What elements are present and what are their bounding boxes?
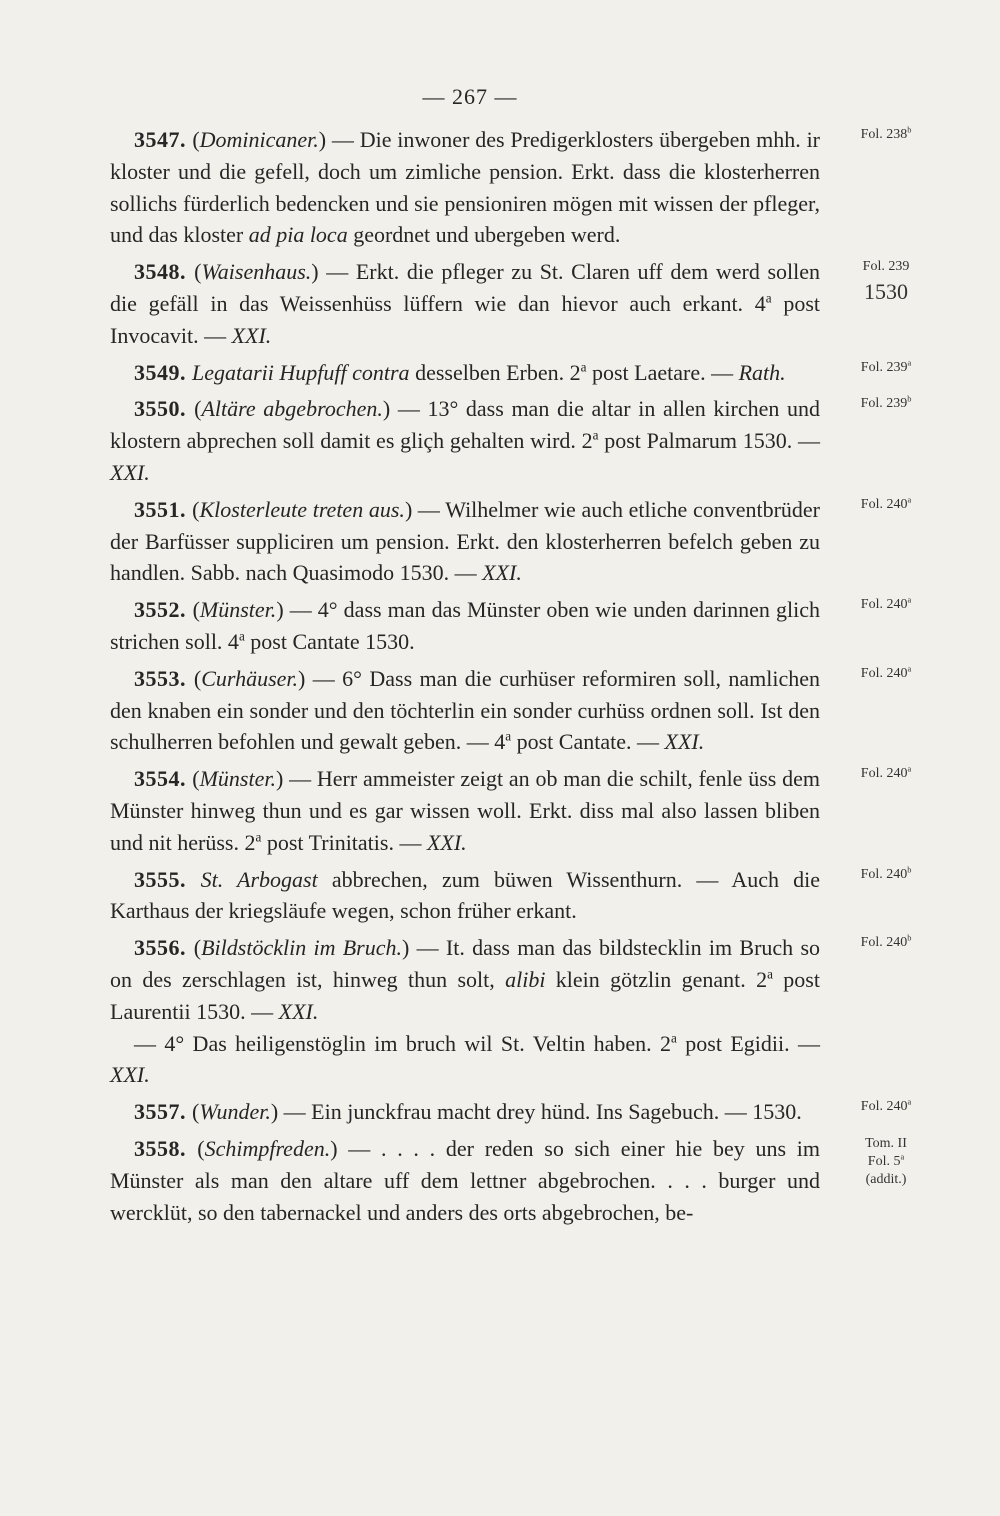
italic-text: XXI. xyxy=(110,459,150,485)
entry-number: 3552. xyxy=(134,597,193,623)
entry-number: 3550. xyxy=(134,396,195,422)
entry xyxy=(110,864,912,928)
text-run: ( xyxy=(192,597,200,623)
entry-text xyxy=(110,594,820,658)
entry-number: 3547. xyxy=(134,127,193,152)
entry xyxy=(110,256,910,351)
margin-reference: Tom. II Fol. 5$^a$ (addit.) xyxy=(865,1135,907,1187)
italic-text: XXI. xyxy=(426,829,467,855)
text-run: ( xyxy=(192,496,200,522)
entry-text xyxy=(110,1133,820,1228)
italic-text: XXI. xyxy=(278,998,319,1024)
entry-number: 3549. xyxy=(134,359,192,385)
text-run: ( xyxy=(197,1135,205,1161)
margin-reference: Fol. 239 1530 xyxy=(846,258,926,306)
italic-text: ad pia loca xyxy=(248,222,348,248)
margin-reference: Fol. 240$^b$ xyxy=(860,933,912,951)
italic-text: XXI. xyxy=(231,322,272,348)
italic-text: Dominicaner. xyxy=(199,127,319,152)
margin-reference: Fol. 239$^a$ xyxy=(860,357,912,375)
text-run: post Cantate 1530. xyxy=(244,628,415,654)
text-run: post Laurentii 1530. — xyxy=(110,966,820,1024)
text-run: ( xyxy=(192,1099,200,1125)
text-run: ) — 4° dass man das Münster oben wie unden darinnen glich strichen soll. 4 xyxy=(110,597,821,654)
text-run: ( xyxy=(194,396,202,422)
entry xyxy=(110,1133,907,1228)
entry-number: 3558. xyxy=(134,1135,198,1161)
entry-number: 3551. xyxy=(134,496,193,522)
italic-text: Waisenhaus. xyxy=(201,259,312,285)
text-run: ) — Wilhelmer wie auch etliche conventbrüder der Barfüsser suppliciren um pension. Erkt. den klosterherren befelch geben zu handlen. Sabb. nach Quasimodo 1530. — xyxy=(110,496,821,586)
entries-list xyxy=(110,124,912,1233)
text-run: desselben Erben. 2 xyxy=(409,359,581,385)
italic-text: Curhäuser. xyxy=(201,665,299,691)
entry xyxy=(110,663,912,758)
margin-reference: Fol. 240$^b$ xyxy=(860,864,912,882)
text-run: ) — It. dass man das bildstecklin im Bruch so on des zerschlagen ist, hinweg thun solt, xyxy=(110,935,821,992)
text-run: ) — . . . . der reden so sich einer hie bey uns im Münster als man den altare uff dem lettner abgebrochen. . . . burger und wercklüt, so den tabernackel und anders des orts abgebrochen, be- xyxy=(110,1135,821,1225)
entry-text xyxy=(110,124,820,251)
italic-text: XXI. xyxy=(110,1062,150,1088)
italic-text: Altäre abgebrochen. xyxy=(201,396,383,422)
italic-text: Klosterleute treten aus. xyxy=(199,496,405,522)
entry-number: 3553. xyxy=(134,665,194,691)
text-run: post Invocavit. — xyxy=(110,290,820,348)
entry xyxy=(110,357,912,389)
text-run: ) — Ein junckfrau macht drey hünd. Ins Sagebuch. — 1530. xyxy=(270,1099,802,1125)
margin-reference: Fol. 240$^a$ xyxy=(860,764,912,782)
text-run: post Palmarum 1530. — xyxy=(598,428,820,454)
text-run: ) — 13° dass man die altar in allen kirchen und klostern abprechen soll damit es gliçh gehalten wird. 2 xyxy=(110,396,820,454)
text-run: geordnet und ubergeben werd. xyxy=(347,222,621,248)
entry-text xyxy=(110,864,820,928)
margin-reference: Fol. 240$^a$ xyxy=(860,664,912,681)
entry xyxy=(110,494,912,589)
text-run: post Laetare. — xyxy=(586,359,739,385)
italic-text: XXI. xyxy=(482,560,522,586)
text-run: ( xyxy=(192,127,200,152)
text-run: ( xyxy=(193,665,202,691)
margin-reference: Fol. 240$^a$ xyxy=(860,1097,912,1115)
italic-text: Rath. xyxy=(738,359,786,385)
margin-reference: Fol. 240$^a$ xyxy=(860,495,912,512)
text-run: ) — Herr ammeister zeigt an ob man die schilt, fenle üss dem Münster hinweg thun und es gar wissen woll. Erkt. diss mal also lassen bliben und nit herüss. 2 xyxy=(110,766,820,855)
text-run: post Cantate. — xyxy=(511,729,665,755)
entry-text xyxy=(110,763,820,858)
italic-text: Münster. xyxy=(199,597,277,623)
text-run: ( xyxy=(194,259,202,285)
superscript: a xyxy=(505,729,512,745)
text-run: post Trinitatis. — xyxy=(261,829,427,855)
italic-text: St. Arbogast xyxy=(200,866,318,892)
italic-text: Schimpfreden. xyxy=(204,1135,331,1161)
entry-text xyxy=(110,357,820,389)
entry-text xyxy=(110,256,820,351)
entry xyxy=(110,124,912,251)
italic-text: Legatarii Hupfuff contra xyxy=(192,359,410,385)
text-run: ) — Die inwoner des Predigerklosters übergeben mhh. ir kloster und die gefell, doch um zimliche pension. Erkt. dass die klosterherren sollichs fürderlich bedencken und sie pensioniren mögen mit wissen der pfleger, und das kloster xyxy=(110,127,821,248)
entry xyxy=(110,393,912,488)
superscript: a xyxy=(238,628,245,644)
text-run: ( xyxy=(193,935,202,961)
entry xyxy=(110,594,912,658)
margin-reference: Fol. 238$^b$ xyxy=(860,125,912,142)
entry xyxy=(110,932,912,1091)
entry-number: 3554. xyxy=(134,766,193,792)
text-run: ( xyxy=(192,766,200,792)
entry-number: 3548. xyxy=(134,259,195,285)
entry xyxy=(110,763,912,858)
entry-number: 3557. xyxy=(134,1099,192,1125)
margin-reference: Fol. 239$^b$ xyxy=(860,394,912,412)
entry-continuation xyxy=(110,1028,820,1092)
superscript: a xyxy=(767,966,773,982)
superscript: a xyxy=(592,427,599,443)
entry-number: 3555. xyxy=(134,866,201,892)
superscript: a xyxy=(765,290,772,306)
text-run: klein götzlin genant. 2 xyxy=(545,966,768,992)
superscript: a xyxy=(580,359,587,375)
entry-text xyxy=(110,393,820,488)
superscript: a xyxy=(255,829,262,845)
margin-year: 1530 xyxy=(864,279,908,305)
entry-number: 3556. xyxy=(134,935,194,961)
superscript: a xyxy=(671,1030,677,1046)
italic-text: Münster. xyxy=(199,766,276,792)
text-run: abbrechen, zum büwen Wissenthurn. — Auch die Karthaus der kriegsläufe wegen, schon früher erkant. xyxy=(110,866,821,924)
text-run: — 4° Das heiligenstöglin im bruch wil St. Veltin haben. 2 xyxy=(134,1030,672,1056)
italic-text: Wunder. xyxy=(199,1099,271,1125)
text-run: ) — 6° Dass man die curhüser reformiren soll, namlichen den knaben ein sonder und den töchterlin ein sonder curhüss ordnen soll. Ist den schulherren befohlen und gewalt geben. — 4 xyxy=(110,665,821,755)
entry-text xyxy=(110,1096,820,1128)
entry-text xyxy=(110,932,820,1027)
italic-text: XXI. xyxy=(664,729,705,755)
text-run: post Egidii. — xyxy=(676,1030,820,1056)
page-number: — 267 — xyxy=(422,84,518,109)
italic-text: alibi xyxy=(505,966,546,992)
italic-text: Bildstöcklin im Bruch. xyxy=(201,935,403,961)
entry-text xyxy=(110,663,820,758)
margin-reference: Fol. 240$^a$ xyxy=(860,595,912,613)
text-run: ) — Erkt. die pfleger zu St. Claren uff dem werd sollen die gefäll in das Weissenhüss lüffern wie dan hievor auch erkant. 4 xyxy=(110,259,821,316)
entry xyxy=(110,1096,912,1128)
entry-text xyxy=(110,494,820,589)
